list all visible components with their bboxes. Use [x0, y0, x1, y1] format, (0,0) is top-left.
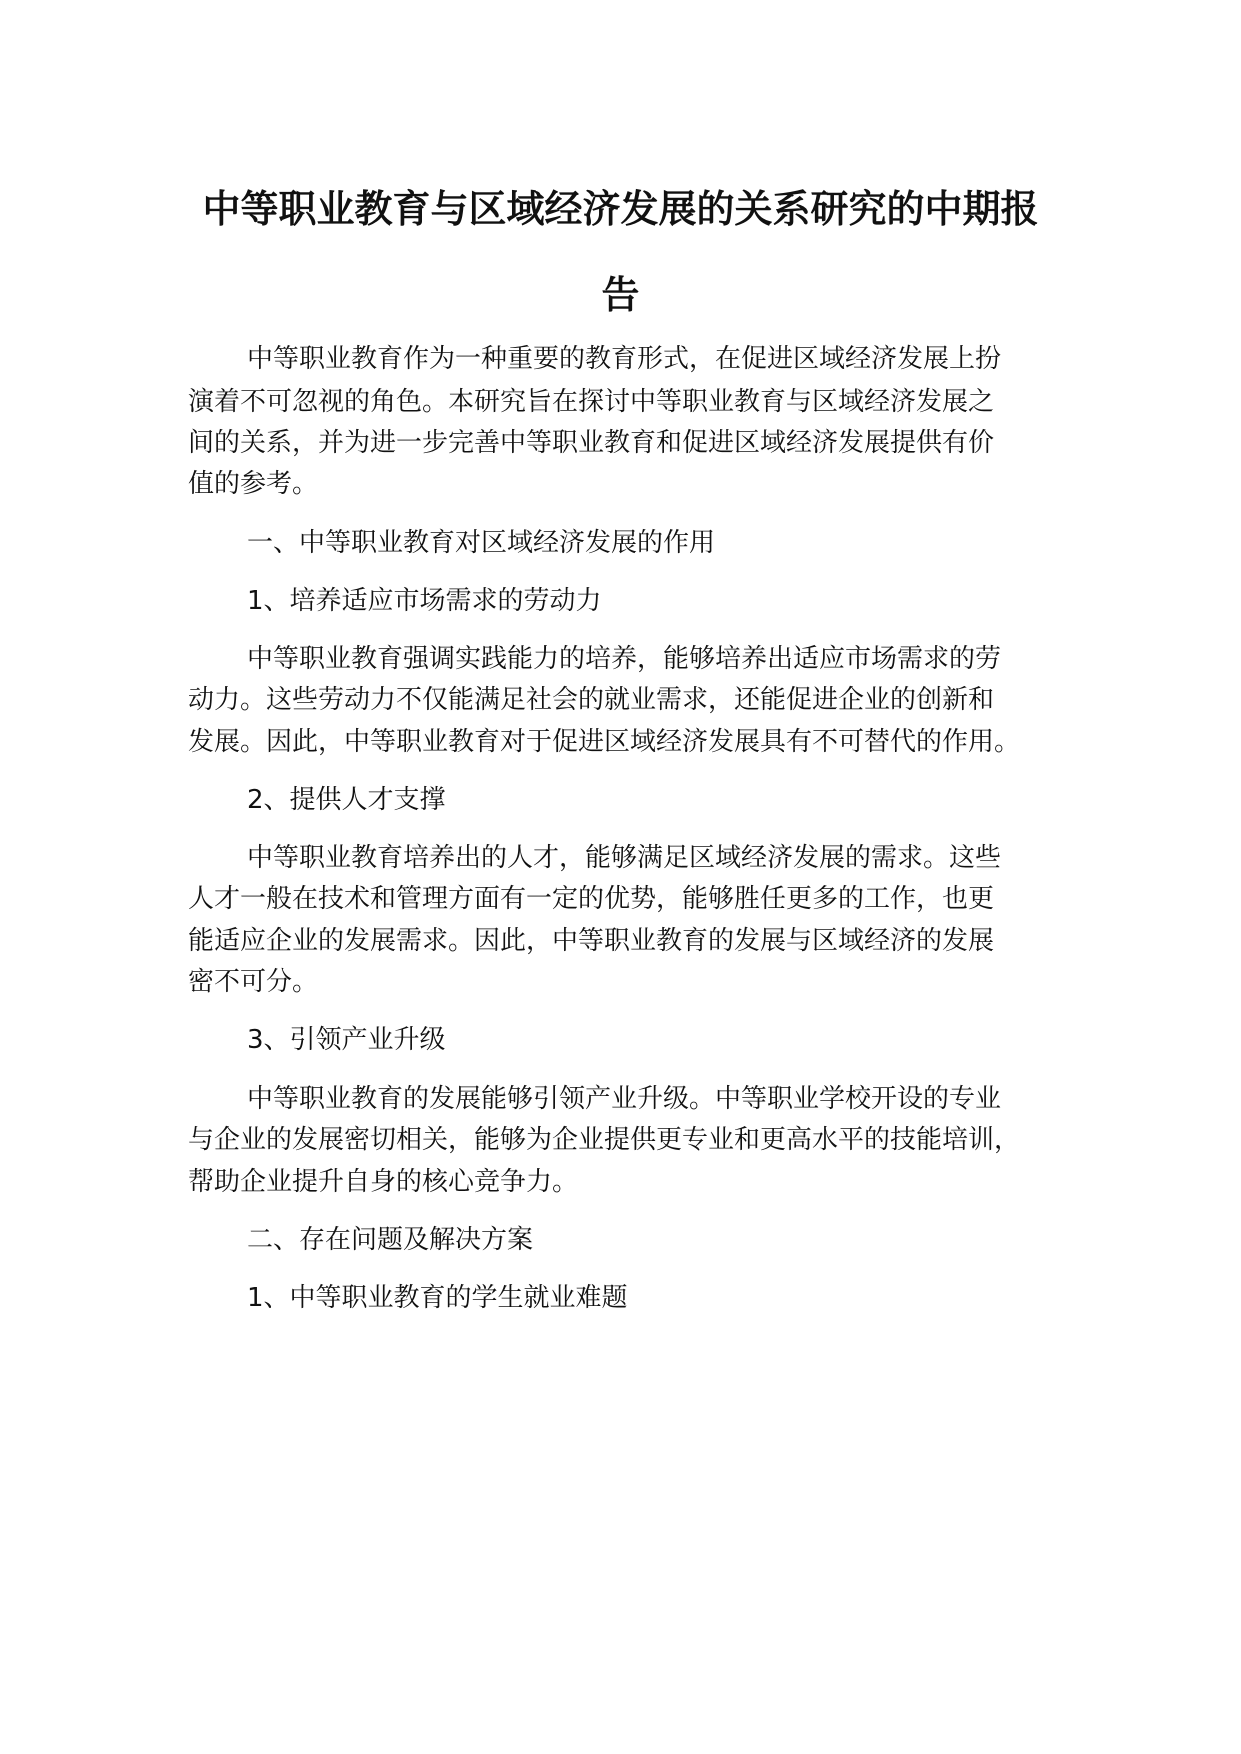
document-title-line-2: 告 — [601, 273, 640, 317]
section-1-item-2-body-line: 能适应企业的发展需求。因此，中等职业教育的发展与区域经济的发展 — [188, 926, 995, 956]
section-1-item-3-body-line: 与企业的发展密切相关，能够为企业提供更专业和更高水平的技能培训， — [188, 1125, 1021, 1155]
section-1-item-3-body-line: 中等职业教育的发展能够引领产业升级。中等职业学校开设的专业 — [247, 1084, 1002, 1114]
section-1-item-3-heading: 3、引领产业升级 — [247, 1025, 446, 1055]
document-title-line-1: 中等职业教育与区域经济发展的关系研究的中期报 — [202, 187, 1039, 231]
section-1-item-1-heading: 1、培养适应市场需求的劳动力 — [247, 586, 602, 616]
section-1-item-2-body-line: 中等职业教育培养出的人才，能够满足区域经济发展的需求。这些 — [247, 843, 1002, 873]
section-1-heading: 一、中等职业教育对区域经济发展的作用 — [247, 528, 716, 558]
section-1-item-2-heading: 2、提供人才支撑 — [247, 785, 446, 815]
intro-paragraph-line: 中等职业教育作为一种重要的教育形式，在促进区域经济发展上扮 — [247, 344, 1002, 374]
intro-paragraph-line: 值的参考。 — [188, 469, 319, 499]
section-1-item-2-body-line: 人才一般在技术和管理方面有一定的优势，能够胜任更多的工作，也更 — [188, 884, 995, 914]
section-1-item-1-body-line: 动力。这些劳动力不仅能满足社会的就业需求，还能促进企业的创新和 — [188, 685, 995, 715]
section-2-item-1-heading: 1、中等职业教育的学生就业难题 — [247, 1283, 628, 1313]
section-1-item-2-body-line: 密不可分。 — [188, 967, 319, 997]
section-1-item-3-body-line: 帮助企业提升自身的核心竞争力。 — [188, 1167, 579, 1197]
section-1-item-1-body-line: 发展。因此，中等职业教育对于促进区域经济发展具有不可替代的作用。 — [188, 727, 1021, 757]
intro-paragraph-line: 间的关系，并为进一步完善中等职业教育和促进区域经济发展提供有价 — [188, 428, 995, 458]
section-1-item-1-body-line: 中等职业教育强调实践能力的培养，能够培养出适应市场需求的劳 — [247, 644, 1002, 674]
section-2-heading: 二、存在问题及解决方案 — [247, 1225, 534, 1255]
intro-paragraph-line: 演着不可忽视的角色。本研究旨在探讨中等职业教育与区域经济发展之 — [188, 387, 995, 417]
